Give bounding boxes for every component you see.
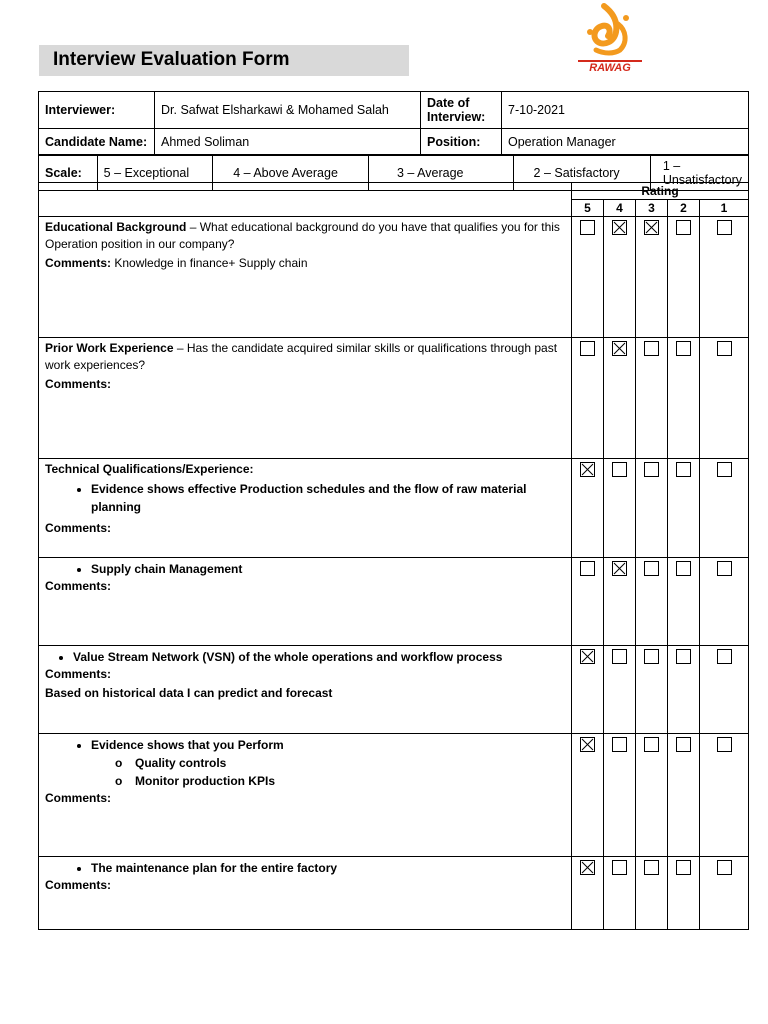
rating-checkbox[interactable]: [676, 649, 691, 664]
interviewer-value: Dr. Safwat Elsharkawi & Mohamed Salah: [155, 92, 421, 129]
section-title: Educational Background: [45, 220, 187, 234]
candidate-label: Candidate Name:: [39, 129, 155, 155]
rating-checkbox[interactable]: [612, 860, 627, 875]
comments-label: Comments:: [45, 377, 112, 391]
section-text: – What educational background do you have that qualifies you for this Operation position in our company?: [45, 220, 560, 251]
header-table: [38, 91, 749, 155]
rating-checkbox[interactable]: [676, 220, 691, 235]
section-title: Prior Work Experience: [45, 341, 174, 355]
section-row: [39, 338, 749, 459]
rating-checkbox[interactable]: [580, 341, 595, 356]
rating-col-3: 3: [636, 200, 668, 217]
rating-checkbox[interactable]: [644, 462, 659, 477]
rawag-logo: [574, 2, 646, 74]
comments-label: Comments:: [45, 579, 112, 593]
rating-checkbox[interactable]: [717, 341, 732, 356]
evaluation-table: [38, 182, 749, 930]
rating-checkbox[interactable]: [644, 737, 659, 752]
scale-1: 1 – Unsatisfactory: [650, 156, 748, 191]
rating-checkbox[interactable]: [644, 860, 659, 875]
rating-checkbox-checked[interactable]: [612, 561, 627, 576]
position-value: Operation Manager: [502, 129, 749, 155]
rating-col-2: 2: [668, 200, 700, 217]
bullet-item: • Value Stream Network (VSN) of the whole operations and workflow process: [73, 648, 565, 666]
rating-checkbox-checked[interactable]: [644, 220, 659, 235]
scale-2: 2 – Satisfactory: [513, 156, 650, 191]
position-label: Position:: [421, 129, 502, 155]
comments-value: Based on historical data I can predict and forecast: [45, 686, 333, 700]
comments-label: Comments:: [45, 878, 112, 892]
candidate-value: Ahmed Soliman: [155, 129, 421, 155]
date-label: Date of Interview:: [421, 92, 502, 129]
rating-checkbox-checked[interactable]: [612, 341, 627, 356]
rating-checkbox-checked[interactable]: [612, 220, 627, 235]
bullet-item: • Supply chain Management: [91, 560, 565, 578]
section-row: [39, 558, 749, 646]
svg-text:RAWAG: RAWAG: [589, 62, 631, 74]
rating-col-1: 1: [700, 200, 749, 217]
scale-3: 3 – Average: [368, 156, 513, 191]
rating-checkbox[interactable]: [644, 561, 659, 576]
comments-label: Comments:: [45, 791, 112, 805]
section-row: [39, 857, 749, 930]
rating-checkbox[interactable]: [717, 860, 732, 875]
rating-checkbox[interactable]: [644, 341, 659, 356]
rating-checkbox[interactable]: [717, 462, 732, 477]
comments-label: Comments:: [45, 521, 112, 535]
rating-header: Rating: [572, 183, 749, 200]
title-bar: [39, 45, 409, 76]
rating-checkbox[interactable]: [676, 860, 691, 875]
section-row: [39, 734, 749, 857]
date-value: 7-10-2021: [502, 92, 749, 129]
rating-checkbox[interactable]: [676, 341, 691, 356]
rating-checkbox[interactable]: [612, 737, 627, 752]
bullet-item: • The maintenance plan for the entire factory: [91, 859, 565, 877]
sub-bullet-item: o Quality controls: [115, 754, 565, 772]
rating-checkbox[interactable]: [717, 220, 732, 235]
rating-col-5: 5: [572, 200, 604, 217]
section-title: Technical Qualifications/Experience:: [45, 462, 254, 476]
rating-checkbox[interactable]: [644, 649, 659, 664]
comments-value: Knowledge in finance+ Supply chain: [111, 256, 308, 270]
rating-checkbox-checked[interactable]: [580, 737, 595, 752]
section-text: – Has the candidate acquired similar skills or qualifications through past work experiences?: [45, 341, 558, 372]
rating-checkbox[interactable]: [676, 561, 691, 576]
rating-checkbox[interactable]: [717, 649, 732, 664]
rating-checkbox-checked[interactable]: [580, 649, 595, 664]
scale-4: 4 – Above Average: [213, 156, 369, 191]
bullet-item: • Evidence shows that you Perform: [91, 736, 565, 754]
rating-checkbox-checked[interactable]: [580, 860, 595, 875]
section-row: [39, 646, 749, 734]
rating-checkbox[interactable]: [717, 737, 732, 752]
rating-checkbox[interactable]: [580, 220, 595, 235]
scale-5: 5 – Exceptional: [97, 156, 213, 191]
comments-label: Comments:: [45, 256, 112, 270]
bullet-item: • Evidence shows effective Production schedules and the flow of raw material planning: [91, 480, 565, 516]
comments-label: Comments:: [45, 667, 112, 681]
page-title: Interview Evaluation Form: [53, 49, 290, 70]
section-row: [39, 459, 749, 558]
rating-checkbox[interactable]: [676, 737, 691, 752]
scale-label: Scale:: [39, 156, 98, 191]
rating-checkbox[interactable]: [612, 462, 627, 477]
section-row: [39, 217, 749, 338]
sub-bullet-item: o Monitor production KPIs: [115, 772, 565, 790]
rating-col-4: 4: [604, 200, 636, 217]
interviewer-label: Interviewer:: [39, 92, 155, 129]
rating-checkbox-checked[interactable]: [580, 462, 595, 477]
rating-checkbox[interactable]: [580, 561, 595, 576]
rating-checkbox[interactable]: [676, 462, 691, 477]
rating-checkbox[interactable]: [612, 649, 627, 664]
rating-checkbox[interactable]: [717, 561, 732, 576]
